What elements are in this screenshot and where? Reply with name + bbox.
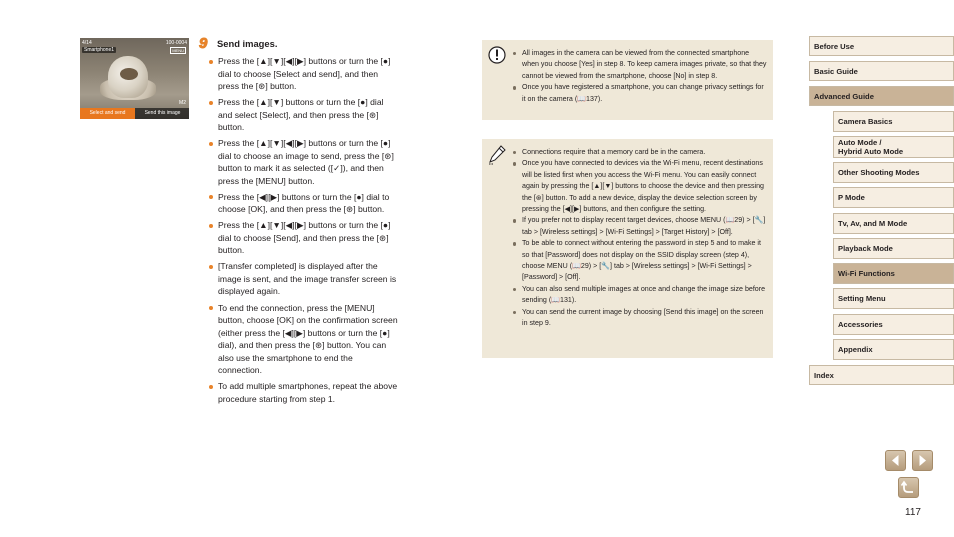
camera-screen-image	[80, 38, 189, 119]
instruction-item: Press the [◀][▶] buttons or turn the [●] dial to choose [OK], and then press the [⊛] button.	[208, 191, 398, 216]
instruction-item: Press the [▲][▼][◀][▶] buttons or turn the [●] dial to choose [Select and send], and then press the [⊛] button.	[208, 55, 398, 93]
select-and-send-option: Select and send	[80, 108, 135, 119]
nav-other-shooting-modes[interactable]: Other Shooting Modes	[833, 162, 954, 183]
step-title: Send images.	[217, 38, 278, 49]
caution-item: Once you have registered a smartphone, you can change privacy settings for it on the camera (📖137).	[512, 82, 768, 105]
image-counter: 4/14	[82, 40, 92, 46]
caution-box	[482, 40, 773, 120]
arrow-right-icon	[913, 451, 932, 470]
page-number: 117	[905, 507, 921, 518]
note-item: Connections require that a memory card be in the camera.	[512, 147, 768, 158]
device-label: Smartphone1	[84, 47, 115, 53]
next-page-button[interactable]	[912, 450, 933, 471]
nav-playback-mode[interactable]: Playback Mode	[833, 238, 954, 259]
nav-tv-av-m-mode[interactable]: Tv, Av, and M Mode	[833, 213, 954, 234]
notes-list	[512, 147, 768, 330]
note-item: To be able to connect without entering the password in step 5 and to make it so that [Password] does not display on the SSID display screen (step 4), choose MENU (📖29) > [🔧] tab > [Wireless settings] > [Wi-Fi Settings] > [Password] > [Off].	[512, 238, 768, 284]
status-indicator: M2	[179, 100, 186, 106]
nav-p-mode[interactable]: P Mode	[833, 187, 954, 208]
instruction-item: Press the [▲][▼][◀][▶] buttons or turn the [●] dial to choose [Send], and then press the [⊛] button.	[208, 219, 398, 257]
nav-index[interactable]: Index	[809, 365, 954, 385]
nav-wifi-functions[interactable]: Wi-Fi Functions	[833, 263, 954, 284]
nav-appendix[interactable]: Appendix	[833, 339, 954, 360]
caution-item: All images in the camera can be viewed from the connected smartphone when you choose [Yes] in step 8. To keep camera images private, so that they cannot be viewed from the smartphone, choose [No] in step 8.	[512, 48, 768, 82]
return-arrow-icon	[899, 478, 918, 497]
nav-accessories[interactable]: Accessories	[833, 314, 954, 335]
instruction-item: Press the [▲][▼][◀][▶] buttons or turn the [●] dial to choose an image to send, press the [⊛] button to mark it as selected ([✓]), and then press the [MENU] button.	[208, 137, 398, 187]
instruction-item: To add multiple smartphones, repeat the above procedure starting from step 1.	[208, 380, 398, 405]
return-button[interactable]	[898, 477, 919, 498]
note-item: You can also send multiple images at once and change the image size before sending (📖131).	[512, 284, 768, 307]
file-number: 100-0004	[165, 40, 187, 46]
arrow-left-icon	[886, 451, 905, 470]
nav-basic-guide[interactable]: Basic Guide	[809, 61, 954, 81]
note-item: If you prefer not to display recent target devices, choose MENU (📖29) > [🔧] tab > [Wireless settings] > [Wi-Fi Settings] > [Target History] > [Off].	[512, 215, 768, 238]
nav-before-use[interactable]: Before Use	[809, 36, 954, 56]
instruction-item: Press the [▲][▼] buttons or turn the [●] dial and select [Select], and then press the [⊛] button.	[208, 96, 398, 134]
instruction-item: [Transfer completed] is displayed after the image is sent, and the image transfer screen is displayed again.	[208, 260, 398, 298]
prev-page-button[interactable]	[885, 450, 906, 471]
caution-icon	[488, 46, 506, 64]
dog-nose	[120, 68, 138, 80]
nav-auto-mode[interactable]	[833, 136, 954, 158]
step-number: 9	[199, 35, 208, 52]
nav-advanced-guide[interactable]: Advanced Guide	[809, 86, 954, 106]
pencil-icon	[488, 145, 506, 165]
nav-auto-mode-line1: Auto Mode /	[838, 138, 882, 147]
caution-list	[512, 48, 768, 105]
instruction-item: To end the connection, press the [MENU] button, choose [OK] on the confirmation screen (either press the [◀][▶] buttons or turn the [●] dial), and then press the [⊛] button. You can also use the smartphone to end the connection.	[208, 302, 398, 377]
send-this-image-option: Send this image	[144, 110, 181, 116]
nav-setting-menu[interactable]: Setting Menu	[833, 288, 954, 309]
menu-label: MENU	[172, 48, 184, 53]
nav-camera-basics[interactable]: Camera Basics	[833, 111, 954, 132]
notes-box	[482, 139, 773, 358]
nav-auto-mode-line2: Hybrid Auto Mode	[838, 147, 904, 156]
note-item: You can send the current image by choosing [Send this image] on the screen in step 9.	[512, 307, 768, 330]
note-item: Once you have connected to devices via the Wi-Fi menu, recent destinations will be listed first when you access the Wi-Fi menu. You can easily connect again by pressing the [▲][▼] buttons to choose the device and then pressing the [⊛] button. To add a new device, display the device selection screen by pressing the [◀][▶] buttons, and then configure the setting.	[512, 158, 768, 215]
step-instructions	[208, 55, 398, 409]
